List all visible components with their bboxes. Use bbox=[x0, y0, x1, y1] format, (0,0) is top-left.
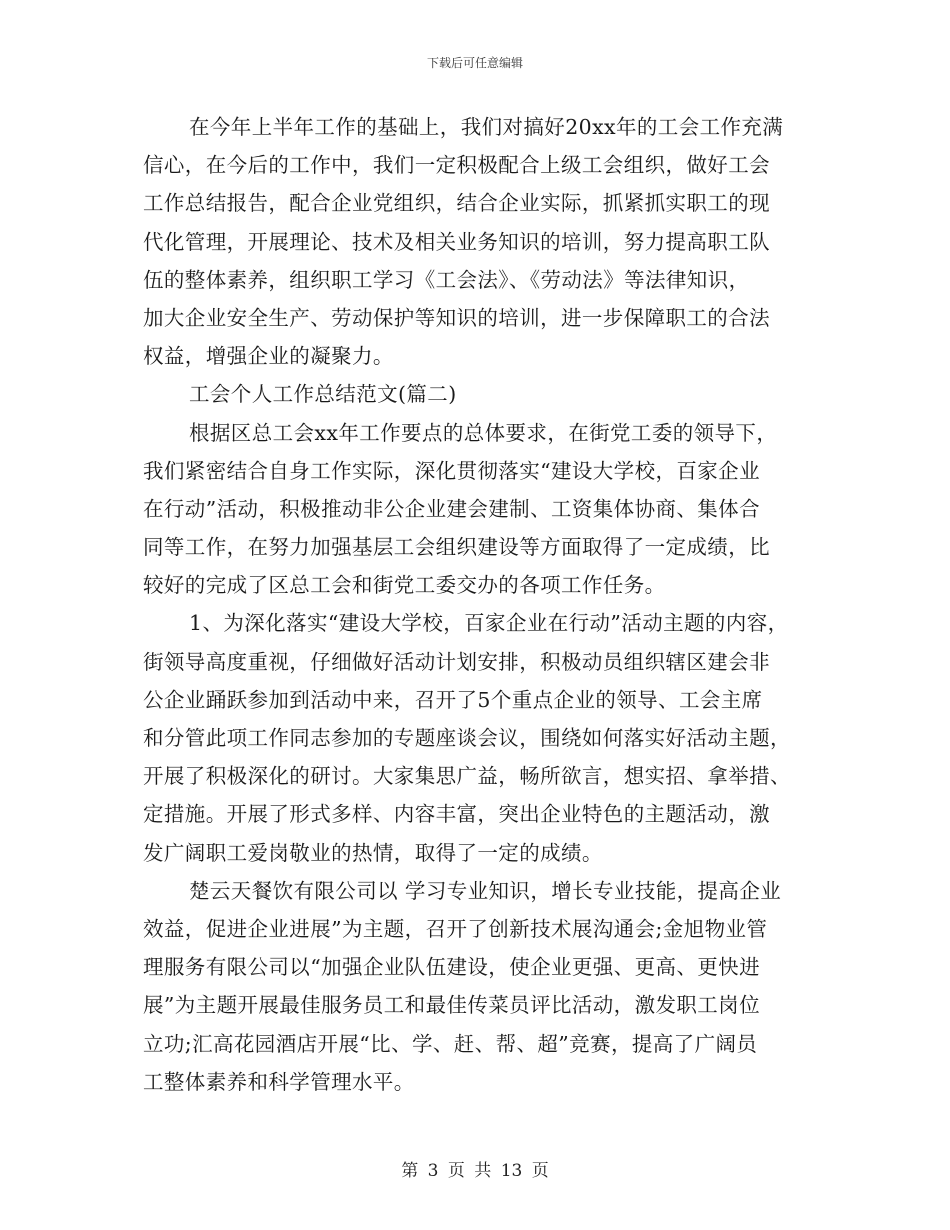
text-line: 理服务有限公司以“加强企业队伍建设，使企业更强、更高、更快进 bbox=[143, 955, 760, 980]
text-line: 立功;汇高花园酒店开展“比、学、赶、帮、超”竞赛，提高了广阔员 bbox=[143, 1031, 758, 1056]
document-body bbox=[143, 108, 815, 1101]
page-header: 下载后可任意编辑 bbox=[426, 56, 523, 70]
text-line: 发广阔职工爱岗敬业的热情，取得了一定的成绩。 bbox=[143, 840, 603, 865]
text-line: 工整体素养和科学管理水平。 bbox=[143, 1069, 415, 1094]
text-line: 在行动”活动，积极推动非公企业建会建制、工资集体协商、集体合 bbox=[143, 496, 760, 521]
text-line: 较好的完成了区总工会和街党工委交办的各项工作任务。 bbox=[143, 573, 666, 598]
text-line: 权益，增强企业的凝聚力。 bbox=[143, 344, 394, 369]
text-line: 定措施。开展了形式多样、内容丰富，突出企业特色的主题活动，激 bbox=[143, 802, 770, 827]
text-line: 公企业踊跃参加到活动中来，召开了5个重点企业的领导、工会主席 bbox=[143, 687, 763, 712]
text-line: 效益，促进企业进展”为主题，召开了创新技术展沟通会;金旭物业管 bbox=[143, 916, 768, 941]
text-line: 加大企业安全生产、劳动保护等知识的培训，进一步保障职工的合法 bbox=[143, 305, 770, 330]
paragraph-first-line: 工会个人工作总结范文(篇二) bbox=[189, 382, 457, 407]
text-line: 开展了积极深化的研讨。大家集思广益，畅所欲言，想实招、拿举措、 bbox=[143, 764, 791, 789]
paragraph-first-line: 1、为深化落实“建设大学校，百家企业在行动”活动主题的内容， bbox=[189, 611, 789, 636]
paragraph-first-line: 根据区总工会xx年工作要点的总体要求，在街党工委的领导下， bbox=[189, 420, 778, 445]
text-line: 代化管理，开展理论、技术及相关业务知识的培训，努力提高职工队 bbox=[143, 229, 770, 254]
text-line: 工作总结报告，配合企业党组织，结合企业实际，抓紧抓实职工的现 bbox=[143, 191, 770, 216]
text-line: 同等工作，在努力加强基层工会组织建设等方面取得了一定成绩，比 bbox=[143, 535, 770, 560]
text-line: 我们紧密结合自身工作实际，深化贯彻落实“建设大学校，百家企业 bbox=[143, 458, 760, 483]
paragraph-first-line: 楚云天餐饮有限公司以 学习专业知识，增长专业技能，提高企业 bbox=[189, 878, 782, 903]
text-line: 伍的整体素养，组织职工学习《工会法》、《劳动法》等法律知识， bbox=[143, 267, 750, 292]
text-line: 信心，在今后的工作中，我们一定积极配合上级工会组织，做好工会 bbox=[143, 153, 770, 178]
text-line: 和分管此项工作同志参加的专题座谈会议，围绕如何落实好活动主题， bbox=[143, 726, 791, 750]
text-line: 街领导高度重视，仔细做好活动计划安排，积极动员组织辖区建会非 bbox=[143, 649, 770, 674]
paragraph-first-line: 在今年上半年工作的基础上，我们对搞好20xx年的工会工作充满 bbox=[189, 115, 784, 139]
page-number-footer: 第 3 页 共 13 页 bbox=[401, 1161, 549, 1181]
text-line: 展”为主题开展最佳服务员工和最佳传菜员评比活动，激发职工岗位 bbox=[143, 993, 760, 1018]
